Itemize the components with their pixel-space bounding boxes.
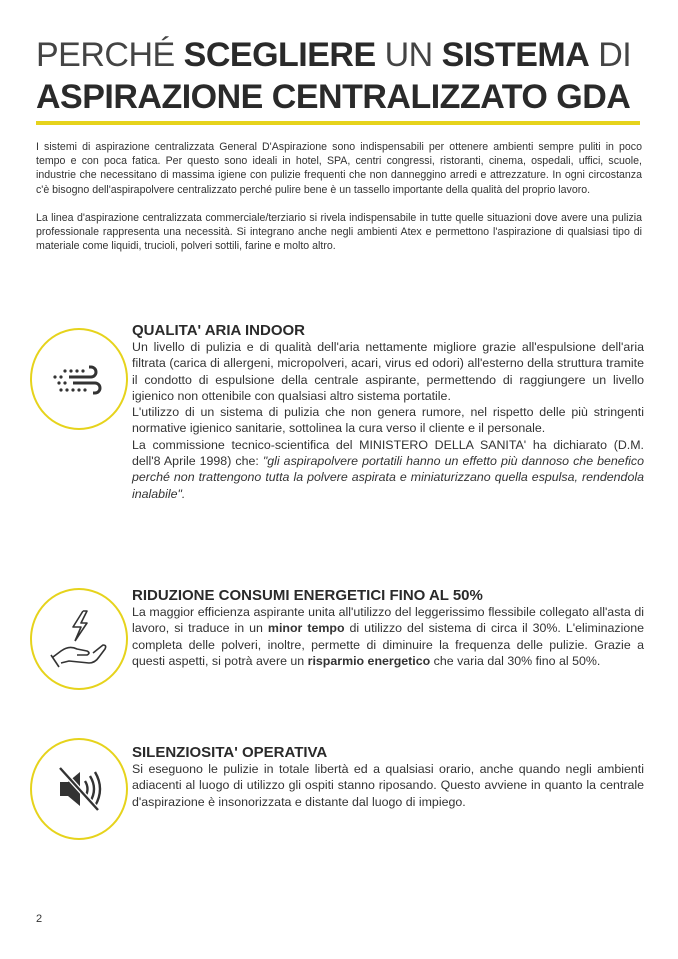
emphasis-text: minor tempo: [267, 621, 345, 636]
section-paragraph: [132, 437, 644, 502]
title-line-1: [36, 34, 656, 76]
title-line-2: ASPIRAZIONE CENTRALIZZATO GDA: [36, 78, 631, 116]
title-underline: [36, 121, 640, 125]
energy-hand-icon: [30, 588, 128, 690]
title-word: DI: [598, 36, 632, 74]
ministry-quote: "gli aspirapolvere portatili hanno un effetto più dannoso che benefico perché non trattengono tutta la polvere aspirata e miniaturizzano quella espulsa, rendendola inalabile".: [132, 454, 644, 501]
section-paragraph: L'utilizzo di un sistema di pulizia che non genera rumore, nel rispetto delle più stringenti normative igienico sanitarie, sottolinea la cura verso il cliente e il personale.: [132, 405, 644, 436]
paragraph-text: La commissione tecnico-scientifica del MINISTERO DELLA SANITA' ha dichiarato (D.M. dell'8 Aprile 1998) che:: [132, 437, 644, 469]
title-word: SCEGLIERE: [183, 36, 376, 74]
section-indoor-air-quality: [132, 322, 644, 502]
section-heading: QUALITA' ARIA INDOOR: [132, 322, 305, 339]
section-heading: SILENZIOSITA' OPERATIVA: [132, 744, 328, 761]
title-word: UN: [384, 36, 433, 74]
intro-text: [36, 140, 642, 267]
section-paragraph: Si eseguono le pulizie in totale libertà ed a qualsiasi orario, anche quando negli ambienti adiacenti al luogo di utilizzo gli ospiti stanno riposando. Questo avviene in quanto la centrale d'aspirazione è insonorizzata e distante dal luogo di impiego.: [132, 762, 644, 809]
paragraph-text: La maggior efficienza aspirante unita all'utilizzo del leggerissimo flessibile collegato all'asta di lavoro, si traduce in un: [132, 605, 644, 636]
title-word: SISTEMA: [441, 36, 590, 74]
section-paragraph: [132, 604, 644, 669]
mute-speaker-icon: [30, 738, 128, 840]
section-silent-operation: [132, 744, 644, 810]
page-title: [36, 34, 656, 118]
title-word: PERCHÉ: [36, 36, 175, 74]
paragraph-text: di utilizzo del sistema di circa il 30%. L'eliminazione completa delle polveri, inoltre, permette di diminuire la frequenza delle pulizie. Grazie a questi aspetti, si potrà avere un: [132, 621, 644, 668]
page-number: 2: [36, 913, 43, 925]
intro-paragraph: La linea d'aspirazione centralizzata commerciale/terziario si rivela indispensabile in tutte quelle situazioni dove avere una pulizia professionale rappresenta una necessità. Si integrano anche negli ambienti Atex e permettono l'aspirazione di qualsiasi tipo di materiale come liquidi, trucioli, polveri sottili, farine e molto altro.: [36, 211, 642, 253]
intro-paragraph: I sistemi di aspirazione centralizzata General D'Aspirazione sono indispensabili per ottenere ambienti sempre puliti in poco tempo e con poca fatica. Per questo sono ideali in hotel, SPA, centri congressi, ristoranti, cinema, ospedali, uffici, scuole, industrie che necessitano di massima igiene con pulizie frequenti che non danneggino arredi e attrezzature. In ogni circostanza c'è bisogno dell'aspirapolvere centralizzato perché pulire bene è un tassello importante della qualità del proprio lavoro.: [36, 141, 642, 196]
emphasis-text: risparmio energetico: [307, 653, 431, 668]
section-paragraph: Un livello di pulizia e di qualità dell'aria nettamente migliore grazie all'espulsione dell'aria filtrata (carica di allergeni, micropolveri, acari, virus ed odori) all'esterno della struttura tramite il condotto di espulsione della centrale aspirante, permettendo di raggiungere un livello igienico non ottenibile con qualsiasi altro sistema portatile.: [132, 340, 644, 403]
air-flow-icon: [30, 328, 128, 430]
paragraph-text: che varia dal 30% fino al 50%.: [430, 653, 601, 668]
section-heading: RIDUZIONE CONSUMI ENERGETICI FINO AL 50%: [132, 587, 483, 604]
section-energy-saving: [132, 587, 644, 669]
